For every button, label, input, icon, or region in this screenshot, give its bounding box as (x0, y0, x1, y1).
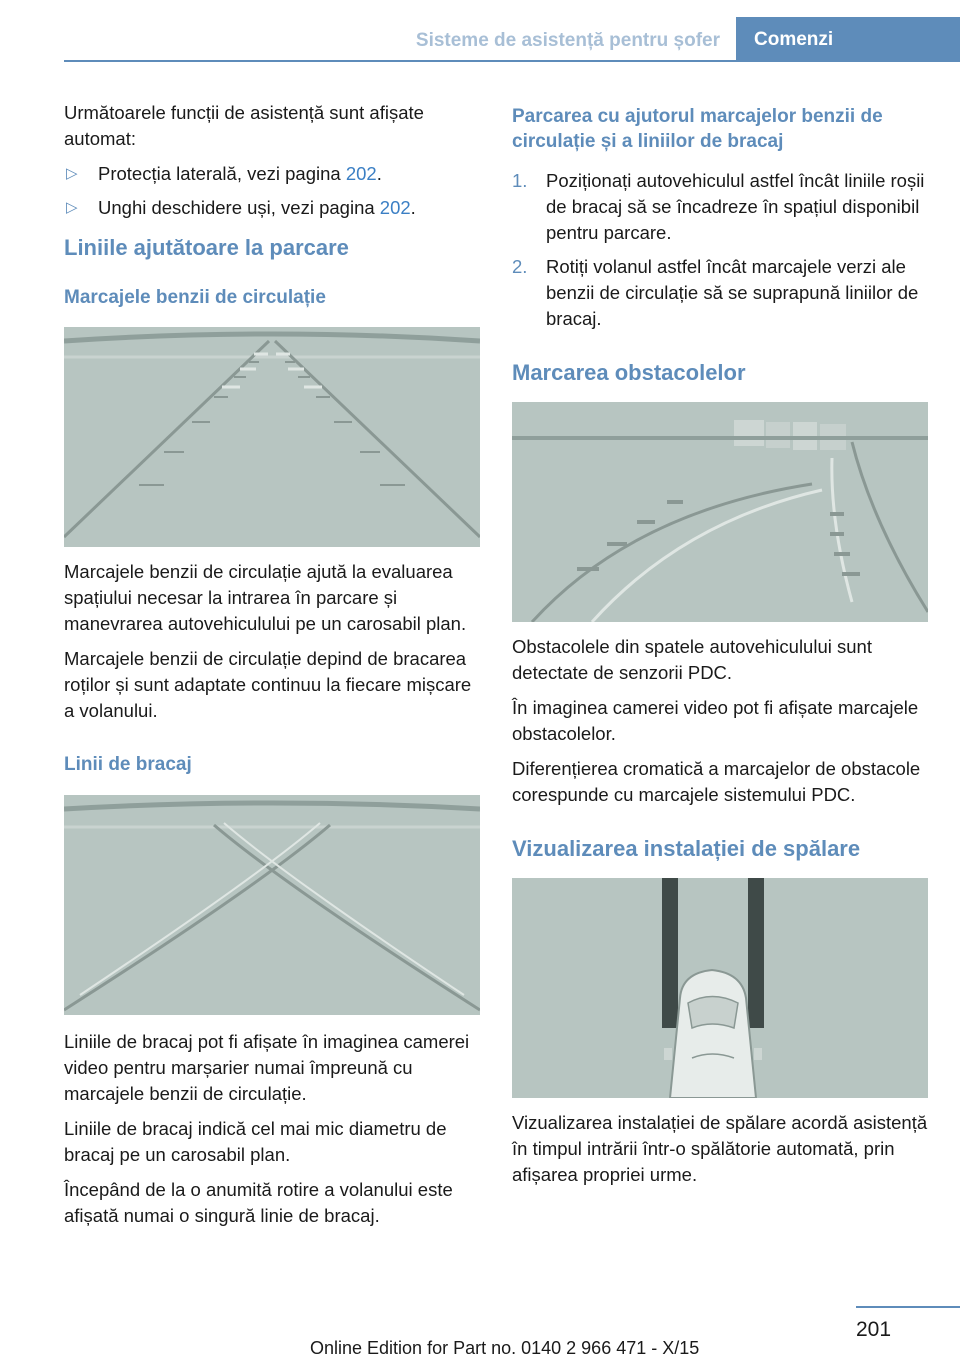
turning-paragraph-3: Începând de la o anumită rotire a volanului este afișată numai o singură linie de bracaj. (64, 1179, 453, 1226)
section-title: Sisteme de asistență pentru șofer (415, 30, 720, 51)
obstacle-marking-figure (512, 402, 928, 622)
page-ref-link[interactable]: 202 (379, 197, 411, 218)
page-number: 201 (856, 1318, 892, 1341)
subheading-parking-assist: Parcarea cu ajutorul marcajelor benzii de circulație și a liniilor de bracaj (512, 106, 883, 152)
list-item: ▷ Unghi deschidere uși, vezi pagina 202. (64, 195, 480, 221)
intro-text: Următoarele funcții de asistență sunt afișate automat: (64, 102, 424, 149)
lane-markings-figure (64, 327, 480, 547)
obstacle-paragraph-2: În imaginea camerei video pot fi afișate marcajele obstacolelor. (512, 697, 919, 744)
list-item: 2. Rotiți volanul astfel încât marcajele verzi ale benzii de circulație să se suprapună liniilor de bracaj. (512, 256, 919, 329)
header-rule (64, 60, 736, 62)
triangle-bullet-icon: ▷ (66, 165, 78, 182)
parking-steps-list (512, 168, 928, 332)
footer-rule (856, 1306, 960, 1308)
right-column (512, 100, 928, 1197)
washing-paragraph-1: Vizualizarea instalației de spălare acordă asistență în timpul intrării într-o spălătorie automată, prin afișarea propriei urme. (512, 1112, 928, 1185)
triangle-bullet-icon: ▷ (66, 199, 78, 216)
heading-washing-view: Vizualizarea instalației de spălare (512, 836, 861, 861)
heading-obstacle-marking: Marcarea obstacolelor (512, 360, 746, 385)
turning-lines-figure (64, 795, 480, 1015)
lane-paragraph-1: Marcajele benzii de circulație ajută la evaluarea spațiului necesar la intrarea în parcare și manevrarea autovehiculului pe un carosabil plan. (64, 561, 467, 634)
subheading-turning-lines: Linii de bracaj (64, 754, 192, 775)
list-item: 1. Poziționați autovehiculul astfel încât liniile roșii de bracaj să se încadreze în spațiul disponibil pentru parcare. (512, 170, 925, 243)
auto-functions-list (64, 161, 480, 221)
tab-comenzi[interactable]: Comenzi (736, 17, 960, 62)
page-ref-link[interactable]: 202 (345, 163, 377, 184)
left-column (64, 100, 480, 1238)
washing-view-figure (512, 878, 928, 1098)
edition-label: Online Edition for Part no. 0140 2 966 471 - X/15 (310, 1338, 700, 1358)
obstacle-paragraph-3: Diferențierea cromatică a marcajelor de obstacole corespunde cu marcajele sistemului PDC. (512, 758, 921, 805)
turning-paragraph-1: Liniile de bracaj pot fi afișate în imaginea camerei video pentru marșarier numai împreună cu marcajele benzii de circulație. (64, 1031, 470, 1104)
lane-paragraph-2: Marcajele benzii de circulație depind de bracarea roților și sunt adaptate continuu la fiecare mișcare a volanului. (64, 648, 472, 721)
page-header (0, 0, 960, 62)
obstacle-paragraph-1: Obstacolele din spatele autovehiculului sunt detectate de senzorii PDC. (512, 636, 872, 683)
turning-paragraph-2: Liniile de bracaj indică cel mai mic diametru de bracaj pe un carosabil plan. (64, 1118, 447, 1165)
list-item: ▷ Protecția laterală, vezi pagina 202. (64, 161, 480, 187)
heading-parking-lines: Liniile ajutătoare la parcare (64, 235, 349, 260)
subheading-lane-markings: Marcajele benzii de circulație (64, 287, 326, 308)
